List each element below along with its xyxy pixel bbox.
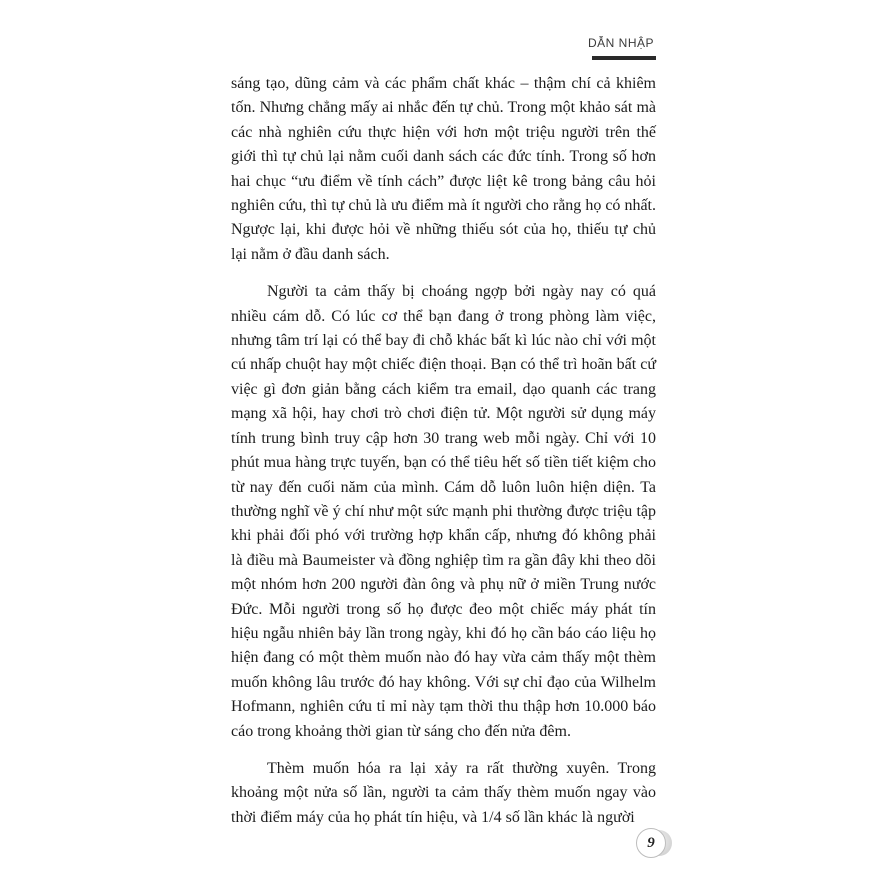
paragraph-3: Thèm muốn hóa ra lại xảy ra rất thường xuyên. Trong khoảng một nửa số lần, người ta cảm thấy thèm muốn ngay vào thời điểm máy của họ phát tín hiệu, và 1/4 số lần khác là người	[231, 759, 656, 826]
page-number: 9	[636, 828, 666, 858]
paragraph-1: sáng tạo, dũng cảm và các phẩm chất khác – thậm chí cả khiêm tốn. Nhưng chẳng mấy ai nhắc đến tự chủ. Trong một khảo sát mà các nhà nghiên cứu thực hiện với hơn một triệu người trên thế giới thì tự chủ lại nằm cuối danh sách các đức tính. Trong số hơn hai chục “ưu điểm về tính cách” được liệt kê trong bảng câu hỏi nghiên cứu, thì tự chủ là ưu điểm mà ít người cho rằng họ có nhất. Ngược lại, khi được hỏi về những thiếu sót của họ, thiếu tự chủ lại nằm ở đầu danh sách.	[231, 75, 656, 263]
paragraph-2: Người ta cảm thấy bị choáng ngợp bởi ngày nay có quá nhiều cám dỗ. Có lúc cơ thể bạn đang ở trong phòng làm việc, nhưng tâm trí lại có thể bay đi chỗ khác bất kì lúc nào chỉ với một cú nhấp chuột hay một chiếc điện thoại. Bạn có thể trì hoãn bất cứ việc gì đơn giản bằng cách kiểm tra email, dạo quanh các trang mạng xã hội, hay chơi trò chơi điện tử. Một người sử dụng máy tính trung bình truy cập hơn 30 trang web mỗi ngày. Chỉ với 10 phút mua hàng trực tuyến, bạn có thể tiêu hết số tiền tiết kiệm cho từ nay đến cuối năm của mình. Cám dỗ luôn luôn hiện diện. Ta thường nghĩ về ý chí như một sức mạnh phi thường được triệu tập khi phải đối phó với trường hợp khẩn cấp, nhưng đó không phải là điều mà Baumeister và đồng nghiệp tìm ra gần đây khi theo dõi một nhóm hơn 200 người đàn ông và phụ nữ ở miền Trung nước Đức. Mỗi người trong số họ được đeo một chiếc máy phát tín hiệu ngẫu nhiên bảy lần trong ngày, khi đó họ cần báo cáo liệu họ hiện đang có một thèm muốn nào đó hay vừa cảm thấy một thèm muốn không lâu trước đó hay không. Với sự chỉ đạo của Wilhelm Hofmann, nghiên cứu tỉ mỉ này tạm thời thu thập hơn 10.000 báo cáo trong khoảng thời gian từ sáng cho đến nửa đêm.	[231, 283, 656, 740]
running-header: DẪN NHẬP	[587, 36, 654, 50]
header-rule	[592, 56, 656, 60]
page-number-badge	[636, 828, 670, 862]
body-text	[231, 72, 656, 843]
